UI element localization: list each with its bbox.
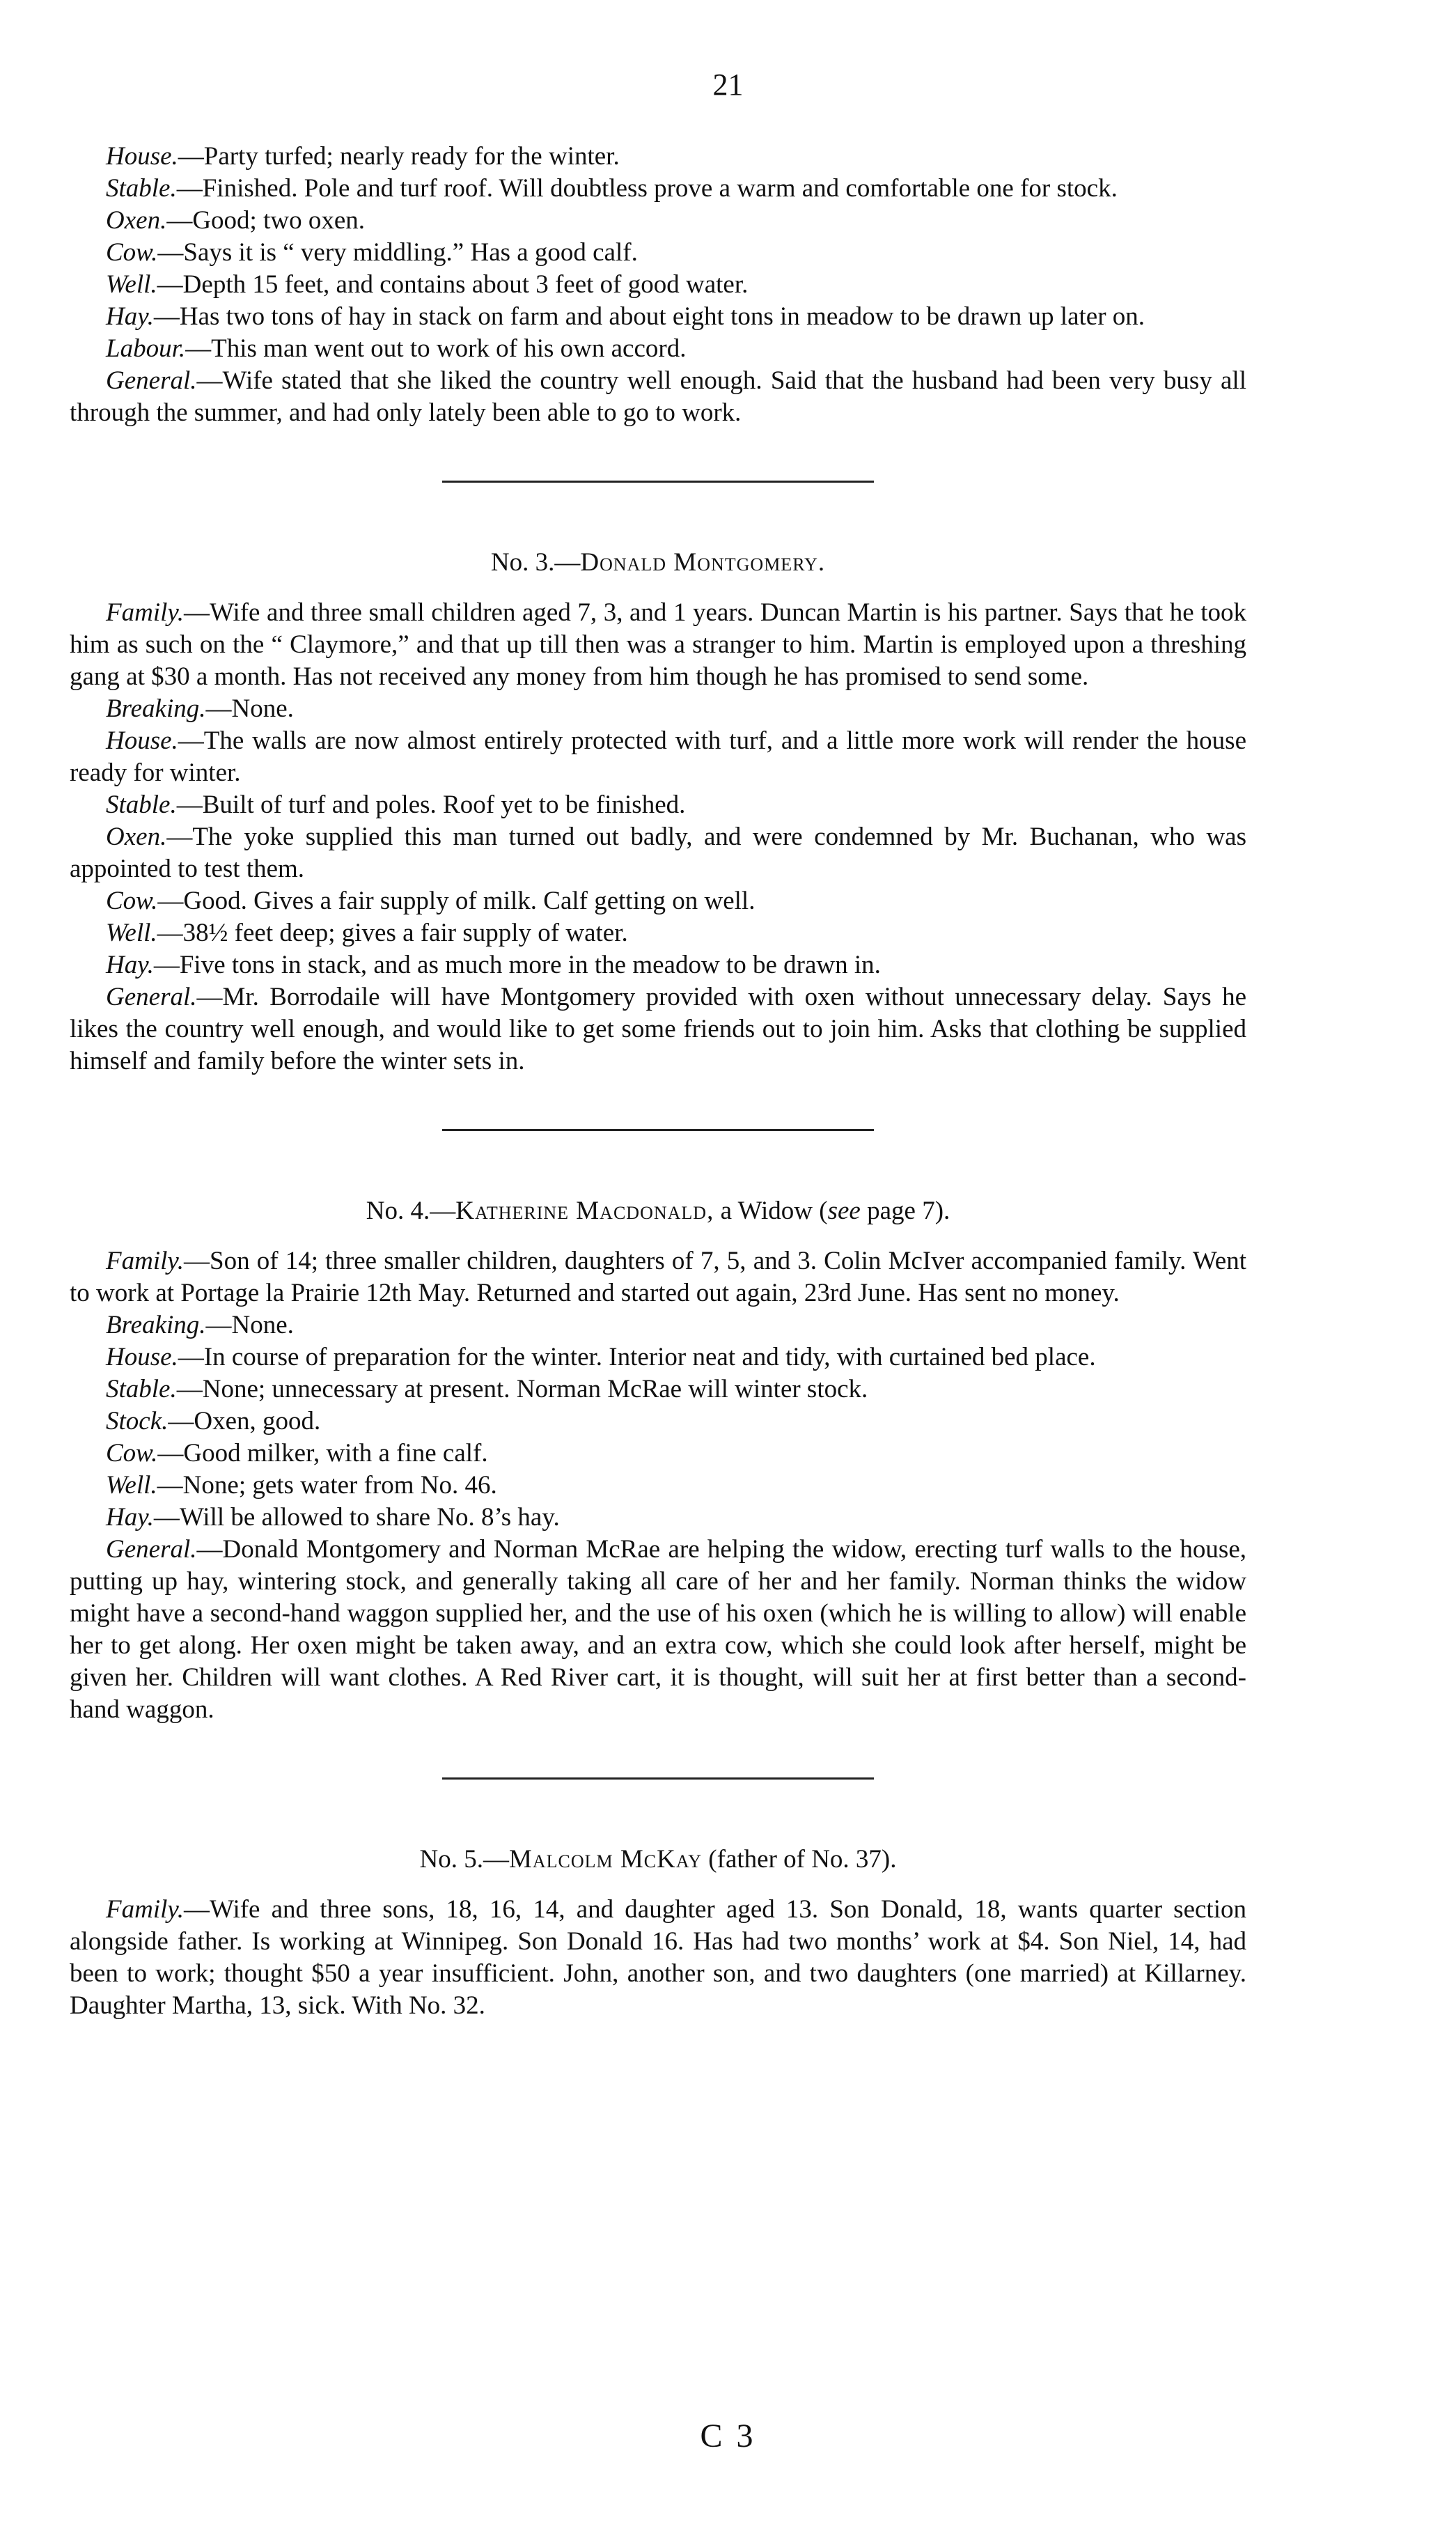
entry-label: Stock. — [106, 1407, 169, 1435]
entry-text: Good; two oxen. — [192, 206, 366, 235]
entry-label: Oxen. — [106, 206, 167, 235]
entry-text: Son of 14; three smaller children, daughters of 7, 5, and 3. Colin McIver accompanied family. Went to work at Portage la Prairie 12th May. Returned and started out again, 23rd June. Has sent no money. — [70, 1247, 1246, 1307]
entry-label: Cow. — [106, 238, 158, 267]
page-body — [70, 141, 1246, 2022]
entry-text: Wife stated that she liked the country well enough. Said that the husband had been very busy all through the summer, and had only lately been able to go to work. — [70, 366, 1246, 427]
entry-label: Labour. — [106, 334, 186, 363]
heading-suffix-italic: see — [827, 1197, 861, 1225]
section-divider — [442, 1777, 874, 1780]
heading-number: No. 5.— — [419, 1845, 509, 1874]
entry-text: Wife and three small children aged 7, 3, and 1 years. Duncan Martin is his partner. Says that he took him as such on the “ Claymore,” and that up till then was a stranger to him. Martin is employed upon a threshing gang at $30 a month. Has not received any money from him though he has promised to send some. — [70, 598, 1246, 691]
entry-label: General. — [106, 1535, 197, 1564]
page-number: 21 — [712, 68, 744, 102]
entry-text: Mr. Borrodaile will have Montgomery provided with oxen without unnecessary delay. Says he likes the country well enough, and would like to get some friends out to join him. Asks that clothing be supplied himself and family before the winter sets in. — [70, 983, 1246, 1075]
entry-label: Family. — [106, 1895, 185, 1924]
entry-family: Family.—Son of 14; three smaller children, daughters of 7, 5, and 3. Colin McIver accompanied family. Went to work at Portage la Prairie 12th May. Returned and started out again, 23rd June. Has sent no money. — [70, 1247, 1246, 1307]
entry-label: Cow. — [106, 1439, 158, 1468]
entry-general: General.—Donald Montgomery and Norman McRae are helping the widow, erecting turf walls to the house, putting up hay, wintering stock, and generally taking all care of her and her family. Norman thinks the widow might have a second-hand waggon supplied her, and the use of his oxen (which he is willing to allow) will enable her to get along. Her oxen might be taken away, and an extra cow, which she could look after herself, might be given her. Children will want clothes. A Red River cart, it is thought, will suit her at first better than a second-hand waggon. — [70, 1535, 1246, 1724]
section-no-3 — [70, 547, 1246, 1077]
entry-label: General. — [106, 366, 197, 395]
entry-text: In course of preparation for the winter. Interior neat and tidy, with curtained bed place. — [203, 1343, 1096, 1371]
entry-house: House.—Party turfed; nearly ready for the winter. — [106, 142, 620, 171]
entry-text: The yoke supplied this man turned out badly, and were condemned by Mr. Buchanan, who was appointed to test them. — [70, 823, 1246, 883]
entry-house: House.—In course of preparation for the winter. Interior neat and tidy, with curtained bed place. — [106, 1343, 1096, 1371]
section-continuation — [70, 141, 1246, 429]
entry-label: Breaking. — [106, 694, 206, 723]
entry-text: Good. Gives a fair supply of milk. Calf getting on well. — [183, 887, 756, 915]
entry-label: House. — [106, 726, 178, 755]
entry-cow: Cow.—Good. Gives a fair supply of milk. Calf getting on well. — [106, 887, 756, 915]
entry-text: Depth 15 feet, and contains about 3 feet of good water. — [182, 270, 749, 299]
entry-oxen: Oxen.—Good; two oxen. — [106, 206, 366, 235]
entry-hay: Hay.—Has two tons of hay in stack on farm and about eight tons in meadow to be drawn up later on. — [106, 302, 1145, 331]
entry-text: Finished. Pole and turf roof. Will doubtless prove a warm and comfortable one for stock. — [202, 174, 1118, 203]
entry-text: Oxen, good. — [194, 1407, 321, 1435]
entry-well: Well.—38½ feet deep; gives a fair supply of water. — [106, 919, 628, 947]
entry-label: Hay. — [106, 951, 154, 979]
section-no-4 — [70, 1195, 1246, 1726]
entry-labour: Labour.—This man went out to work of his own accord. — [106, 334, 687, 363]
heading-name: Malcolm McKay — [508, 1845, 703, 1874]
section-heading — [70, 1195, 1246, 1227]
entry-label: Stable. — [106, 174, 177, 203]
entry-label: House. — [106, 1343, 178, 1371]
entry-label: Well. — [106, 919, 157, 947]
section-heading — [70, 547, 1246, 579]
entry-text: This man went out to work of his own accord. — [211, 334, 687, 363]
entry-general: General.—Wife stated that she liked the country well enough. Said that the husband had been very busy all through the summer, and had only lately been able to go to work. — [70, 366, 1246, 427]
entry-stable: Stable.—Finished. Pole and turf roof. Will doubtless prove a warm and comfortable one for stock. — [106, 174, 1118, 203]
entry-label: Family. — [106, 598, 185, 627]
entry-family: Family.—Wife and three sons, 18, 16, 14, and daughter aged 13. Son Donald, 18, wants quarter section alongside father. Is working at Winnipeg. Son Donald 16. Has had two months’ work at $4. Son Niel, 14, had been to work; thought $50 a year insufficient. John, another son, and two daughters (one married) at Killarney. Daughter Martha, 13, sick. With No. 32. — [70, 1895, 1246, 2020]
entry-text: Good milker, with a fine calf. — [183, 1439, 488, 1468]
entry-breaking: Breaking.—None. — [106, 694, 294, 723]
entry-label: Hay. — [106, 1503, 154, 1532]
heading-suffix-end: page 7). — [860, 1197, 950, 1225]
heading-suffix: (father of No. 37). — [702, 1845, 897, 1874]
entry-hay: Hay.—Five tons in stack, and as much more in the meadow to be drawn in. — [106, 951, 881, 979]
entry-text: Will be allowed to share No. 8’s hay. — [179, 1503, 560, 1532]
entry-text: Has two tons of hay in stack on farm and about eight tons in meadow to be drawn up later on. — [179, 302, 1145, 331]
entry-label: Stable. — [106, 791, 177, 819]
entry-text: None; gets water from No. 46. — [182, 1471, 497, 1500]
entry-label: Breaking. — [106, 1311, 206, 1339]
signature-mark: C 3 — [700, 2418, 756, 2454]
entry-text: Says it is “ very middling.” Has a good calf. — [183, 238, 638, 267]
entry-text: The walls are now almost entirely protected with turf, and a little more work will render the house ready for winter. — [70, 726, 1246, 787]
entry-text: Wife and three sons, 18, 16, 14, and daughter aged 13. Son Donald, 18, wants quarter section alongside father. Is working at Winnipeg. Son Donald 16. Has had two months’ work at $4. Son Niel, 14, had been to work; thought $50 a year insufficient. John, another son, and two daughters (one married) at Killarney. Daughter Martha, 13, sick. With No. 32. — [70, 1895, 1246, 2020]
entry-label: Stable. — [106, 1375, 177, 1403]
entry-label: Oxen. — [106, 823, 167, 851]
entry-general: General.—Mr. Borrodaile will have Montgomery provided with oxen without unnecessary delay. Says he likes the country well enough, and would like to get some friends out to join him. Asks that clothing be supplied himself and family before the winter sets in. — [70, 983, 1246, 1075]
entry-well: Well.—None; gets water from No. 46. — [106, 1471, 497, 1500]
entry-label: Family. — [106, 1247, 185, 1275]
entry-label: House. — [106, 142, 178, 171]
entry-stable: Stable.—Built of turf and poles. Roof yet to be finished. — [106, 791, 686, 819]
entry-label: Hay. — [106, 302, 154, 331]
entry-stock: Stock.—Oxen, good. — [106, 1407, 321, 1435]
entry-breaking: Breaking.—None. — [106, 1311, 294, 1339]
entry-stable: Stable.—None; unnecessary at present. Norman McRae will winter stock. — [106, 1375, 868, 1403]
heading-number: No. 3.— — [490, 548, 581, 577]
entry-oxen: Oxen.—The yoke supplied this man turned out badly, and were condemned by Mr. Buchanan, who was appointed to test them. — [70, 823, 1246, 883]
entry-cow: Cow.—Says it is “ very middling.” Has a good calf. — [106, 238, 638, 267]
section-heading — [70, 1844, 1246, 1876]
entry-text: Donald Montgomery and Norman McRae are helping the widow, erecting turf walls to the house, putting up hay, wintering stock, and generally taking all care of her and her family. Norman thinks the widow might have a second-hand waggon supplied her, and the use of his oxen (which he is willing to allow) will enable her to get along. Her oxen might be taken away, and an extra cow, which she could look after herself, might be given her. Children will want clothes. A Red River cart, it is thought, will suit her at first better than a second-hand waggon. — [70, 1535, 1246, 1724]
entry-label: Cow. — [106, 887, 158, 915]
entry-label: Well. — [106, 1471, 157, 1500]
entry-text: None. — [231, 1311, 294, 1339]
heading-name: Donald Montgomery. — [580, 548, 826, 577]
entry-text: 38½ feet deep; gives a fair supply of water. — [182, 919, 628, 947]
heading-name: Katherine Macdonald, — [455, 1197, 714, 1225]
entry-text: None; unnecessary at present. Norman McRae will winter stock. — [202, 1375, 868, 1403]
entry-house: House.—The walls are now almost entirely protected with turf, and a little more work will render the house ready for winter. — [70, 726, 1246, 787]
entry-label: General. — [106, 983, 197, 1011]
entry-family: Family.—Wife and three small children aged 7, 3, and 1 years. Duncan Martin is his partner. Says that he took him as such on the “ Claymore,” and that up till then was a stranger to him. Martin is employed upon a threshing gang at $30 a month. Has not received any money from him though he has promised to send some. — [70, 598, 1246, 691]
section-divider — [442, 481, 874, 483]
entry-text: Built of turf and poles. Roof yet to be finished. — [202, 791, 686, 819]
entry-text: None. — [231, 694, 294, 723]
entry-text: Party turfed; nearly ready for the winter. — [203, 142, 620, 171]
heading-number: No. 4.— — [366, 1197, 456, 1225]
section-no-5 — [70, 1844, 1246, 2022]
entry-well: Well.—Depth 15 feet, and contains about 3 feet of good water. — [106, 270, 749, 299]
entry-text: Five tons in stack, and as much more in the meadow to be drawn in. — [179, 951, 881, 979]
entry-hay: Hay.—Will be allowed to share No. 8’s hay. — [106, 1503, 560, 1532]
section-divider — [442, 1129, 874, 1131]
entry-label: Well. — [106, 270, 157, 299]
heading-suffix: a Widow ( — [714, 1197, 828, 1225]
entry-cow: Cow.—Good milker, with a fine calf. — [106, 1439, 488, 1468]
